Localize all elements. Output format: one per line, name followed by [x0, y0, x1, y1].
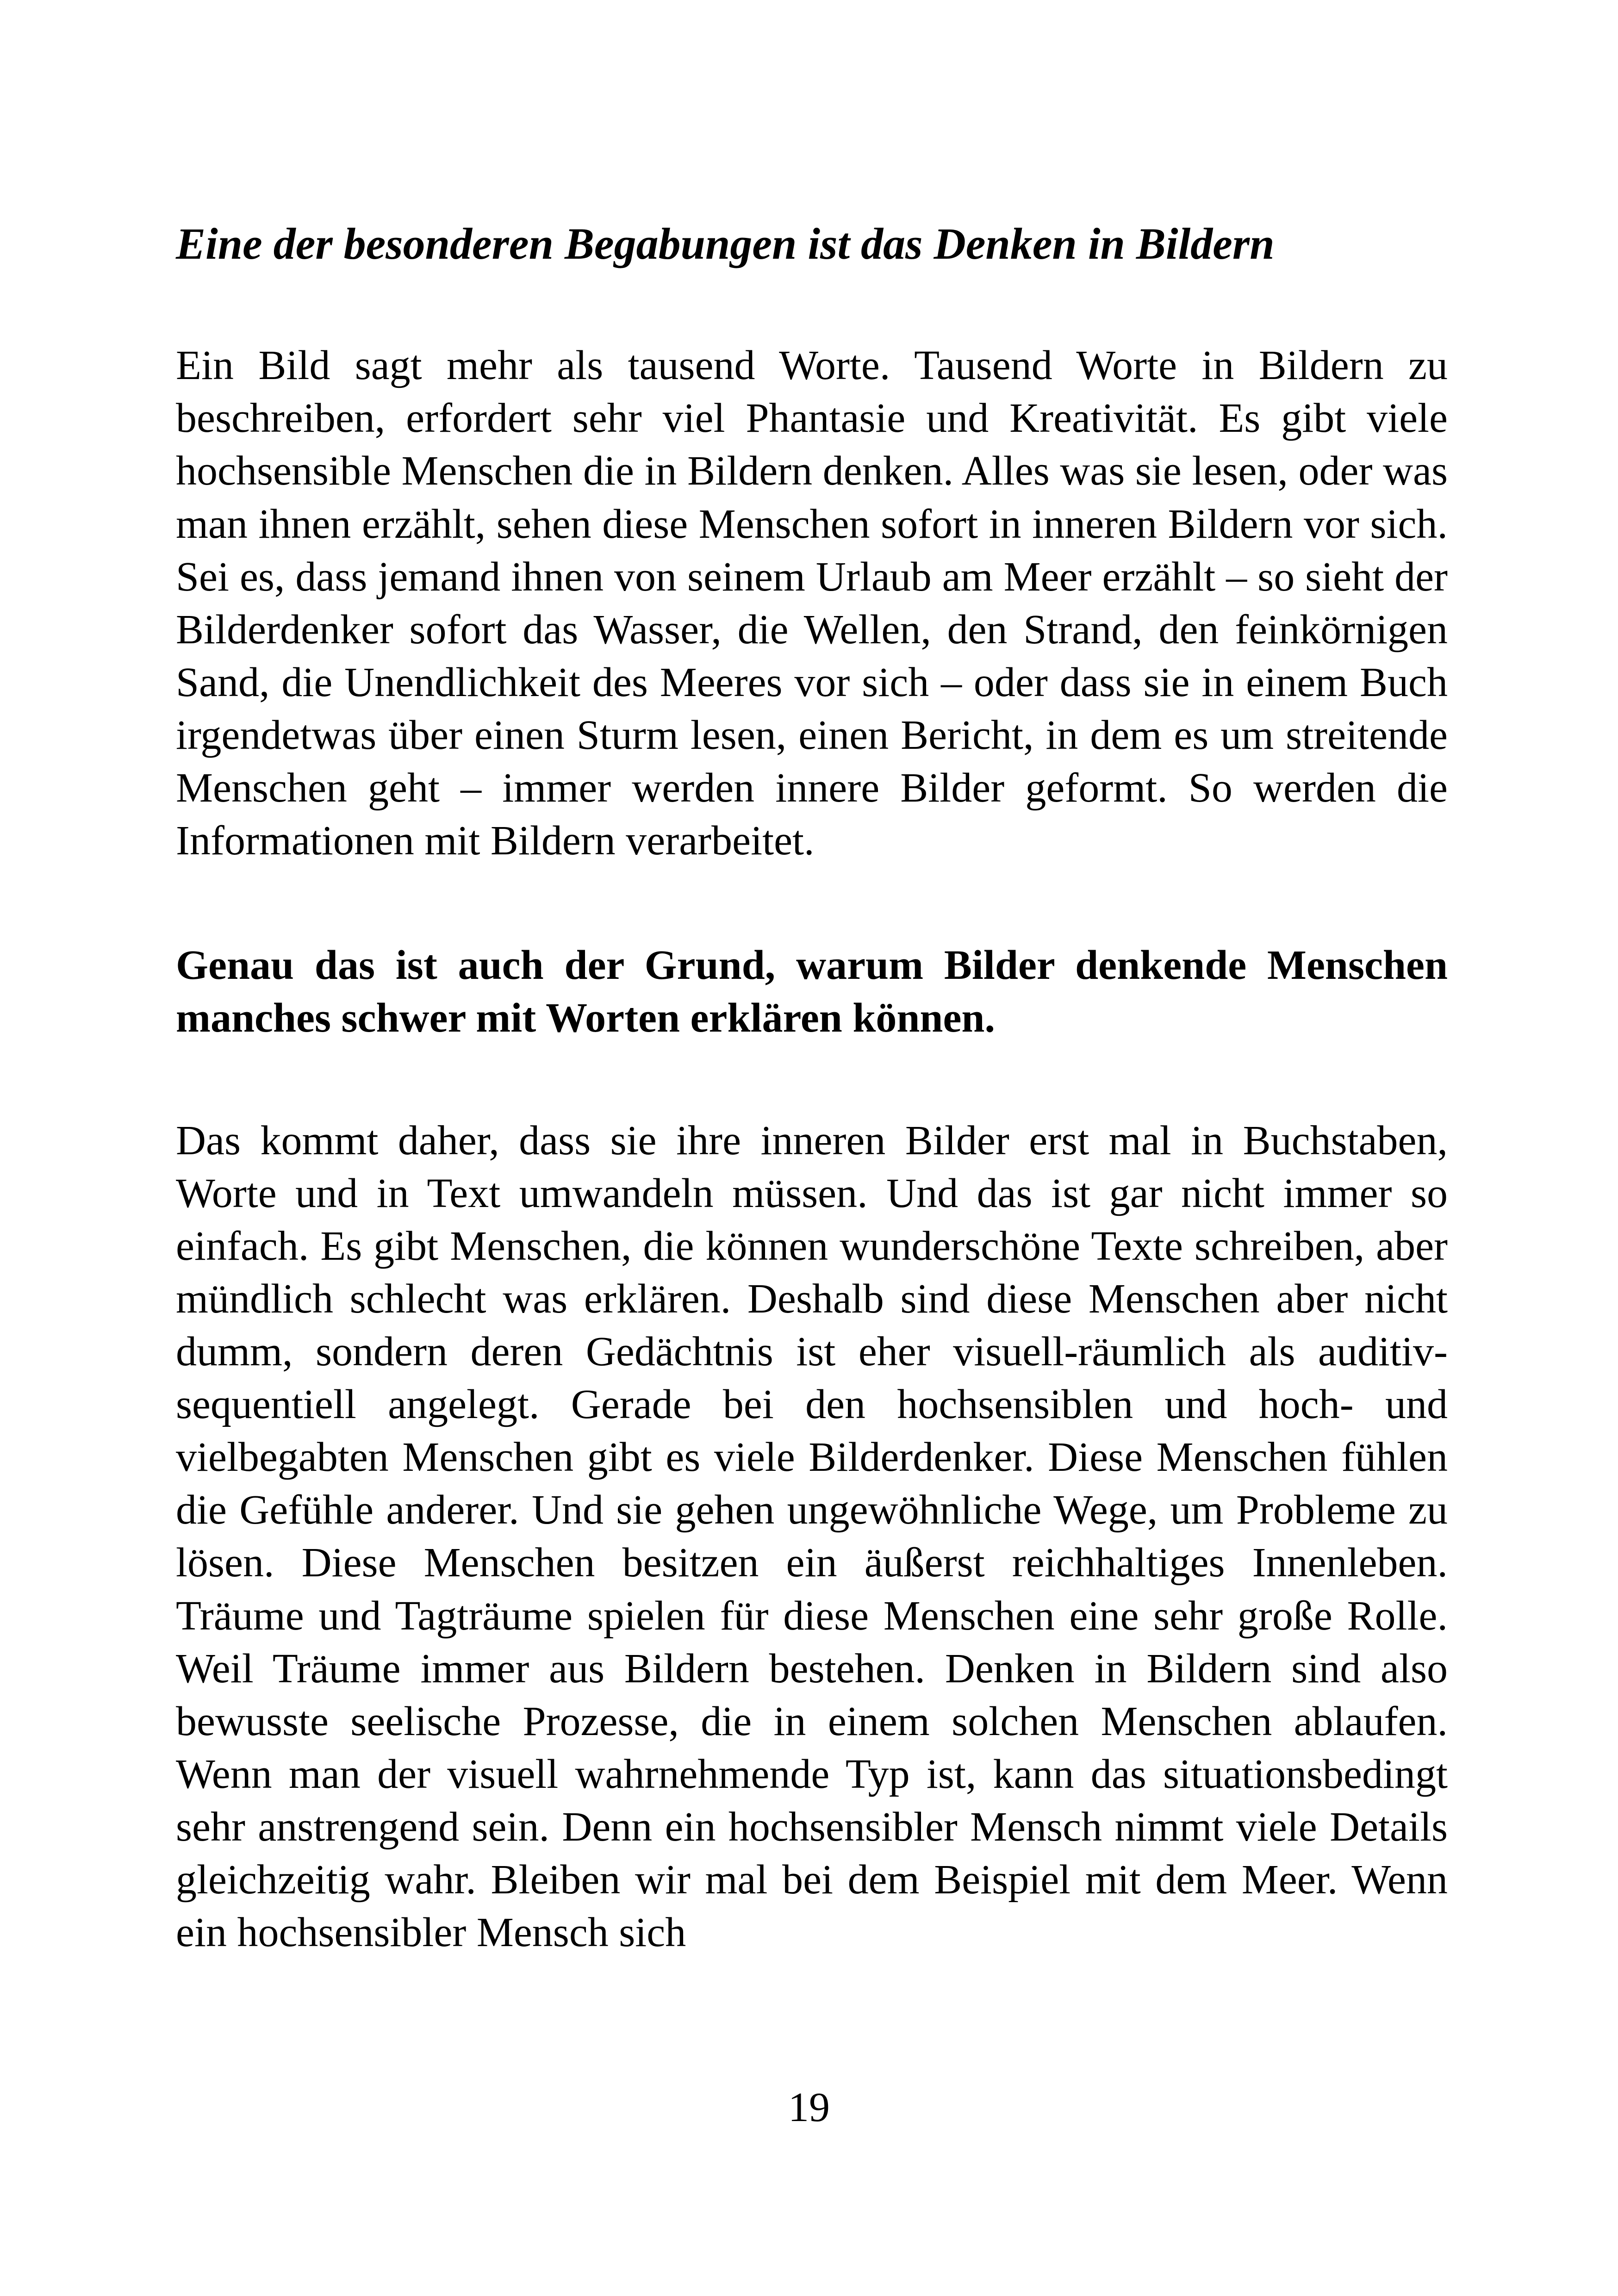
page-body [176, 218, 1448, 1959]
paragraph-1: Ein Bild sagt mehr als tausend Worte. Tausend Worte in Bildern zu beschreiben, erfordert sehr viel Phantasie und Kreativität. Es gibt viele hochsensible Menschen die in Bildern denken. Alles was sie lesen, oder was man ihnen erzählt, sehen diese Menschen sofort in inneren Bildern vor sich. Sei es, dass jemand ihnen von seinem Urlaub am Meer erzählt – so sieht der Bilderdenker sofort das Wasser, die Wellen, den Strand, den feinkörnigen Sand, die Unendlichkeit des Meeres vor sich – oder dass sie in einem Buch irgendetwas über einen Sturm lesen, einen Bericht, in dem es um streitende Menschen geht – immer werden innere Bilder geformt. So werden die Informationen mit Bildern verarbeitet. [176, 342, 1448, 864]
section-heading-italic: Eine der besonderen Begabungen ist das Denken in Bildern [176, 219, 1275, 268]
section-heading-bold: Genau das ist auch der Grund, warum Bilder denkende Menschen manches schwer mit Worten erklären können. [176, 942, 1448, 1041]
paragraph-2: Das kommt daher, dass sie ihre inneren Bilder erst mal in Buchstaben, Worte und in Text umwandeln müssen. Und das ist gar nicht immer so einfach. Es gibt Menschen, die können wunderschöne Texte schreiben, aber mündlich schlecht was erklären. Deshalb sind diese Menschen aber nicht dumm, sondern deren Gedächtnis ist eher visuell-räumlich als auditiv-sequentiell angelegt. Gerade bei den hochsensiblen und hoch- und vielbegabten Menschen gibt es viele Bilderdenker. Diese Menschen fühlen die Gefühle anderer. Und sie gehen ungewöhnliche Wege, um Probleme zu lösen. Diese Menschen besitzen ein äußerst reichhaltiges Innenleben. Träume und Tagträume spielen für diese Menschen eine sehr große Rolle. Weil Träume immer aus Bildern bestehen. Denken in Bildern sind also bewusste seelische Prozesse, die in einem solchen Menschen ablaufen. Wenn man der visuell wahrnehmende Typ ist, kann das situationsbedingt sehr anstrengend sein. Denn ein hochsensibler Mensch nimmt viele Details gleichzeitig wahr. Bleiben wir mal bei dem Beispiel mit dem Meer. Wenn ein hochsensibler Mensch sich [176, 1117, 1448, 1956]
page-number: 19 [788, 2084, 830, 2130]
